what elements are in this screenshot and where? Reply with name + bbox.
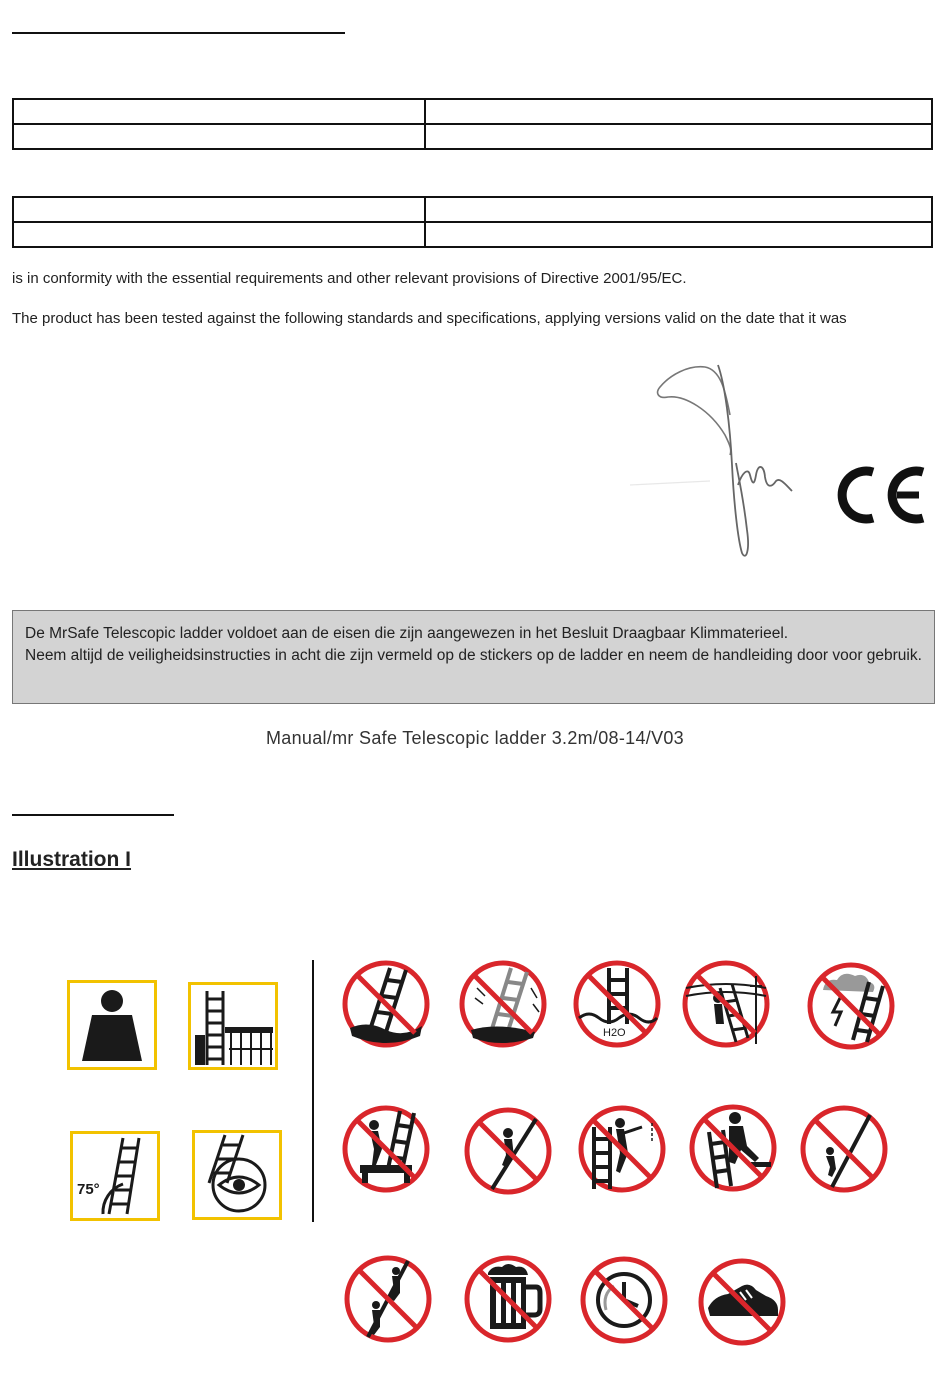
no-storm-icon <box>805 960 897 1052</box>
inspect-box <box>192 1130 282 1220</box>
no-climbing-single-section-icon <box>462 1105 554 1197</box>
no-fatigue-icon <box>578 1254 670 1346</box>
no-overreaching-icon <box>576 1103 668 1195</box>
manufacturer-table <box>12 98 933 150</box>
weight-icon <box>70 983 154 1067</box>
signature-image <box>630 355 810 565</box>
no-water-icon <box>571 958 663 1050</box>
notice-box <box>12 610 935 704</box>
h2o-label: H2O <box>603 1027 626 1039</box>
illustration-heading: Illustration I <box>12 848 132 871</box>
angle-label: 75° <box>77 1181 100 1198</box>
inspect-eye-icon <box>195 1133 279 1217</box>
top-rule <box>12 32 345 34</box>
table-row <box>13 99 932 124</box>
notice-line: Neem altijd de veiligheidsinstructies in acht die zijn vermeld op de stickers op de ladder en neem de handleiding door voor gebruik. <box>25 647 922 664</box>
no-alcohol-icon <box>462 1253 554 1345</box>
no-power-lines-icon <box>680 958 772 1050</box>
product-table <box>12 196 933 248</box>
table-row <box>13 124 932 149</box>
table-row <box>13 197 932 222</box>
document-footer: Manual/mr Safe Telescopic ladder 3.2m/08-14/V03 <box>266 728 684 748</box>
table-row <box>13 222 932 247</box>
angle-box <box>70 1131 160 1221</box>
no-children-icon <box>798 1103 890 1195</box>
weight-limit-box <box>67 980 157 1070</box>
section-rule <box>12 814 174 816</box>
ce-mark-icon <box>835 464 930 526</box>
no-wind-icon <box>457 958 549 1050</box>
ladder-angle-icon <box>73 1134 157 1218</box>
standards-statement: The product has been tested against the following standards and specifications, applying versions valid on the date that it was <box>12 310 847 327</box>
icon-divider <box>312 960 314 1222</box>
conformity-statement: is in conformity with the essential requirements and other relevant provisions of Directive 2001/95/EC. <box>12 270 687 287</box>
ladder-against-wall-icon <box>191 985 275 1067</box>
no-stepping-off-icon <box>687 1102 779 1194</box>
ladder-setup-box <box>188 982 278 1070</box>
no-soft-ground-icon <box>340 958 432 1050</box>
no-improper-footwear-icon <box>696 1256 788 1348</box>
notice-line: De MrSafe Telescopic ladder voldoet aan de eisen die zijn aangewezen in het Besluit Draagbaar Klimmaterieel. <box>25 625 789 642</box>
no-multiple-persons-icon <box>342 1253 434 1345</box>
no-base-extension-icon <box>340 1103 432 1195</box>
